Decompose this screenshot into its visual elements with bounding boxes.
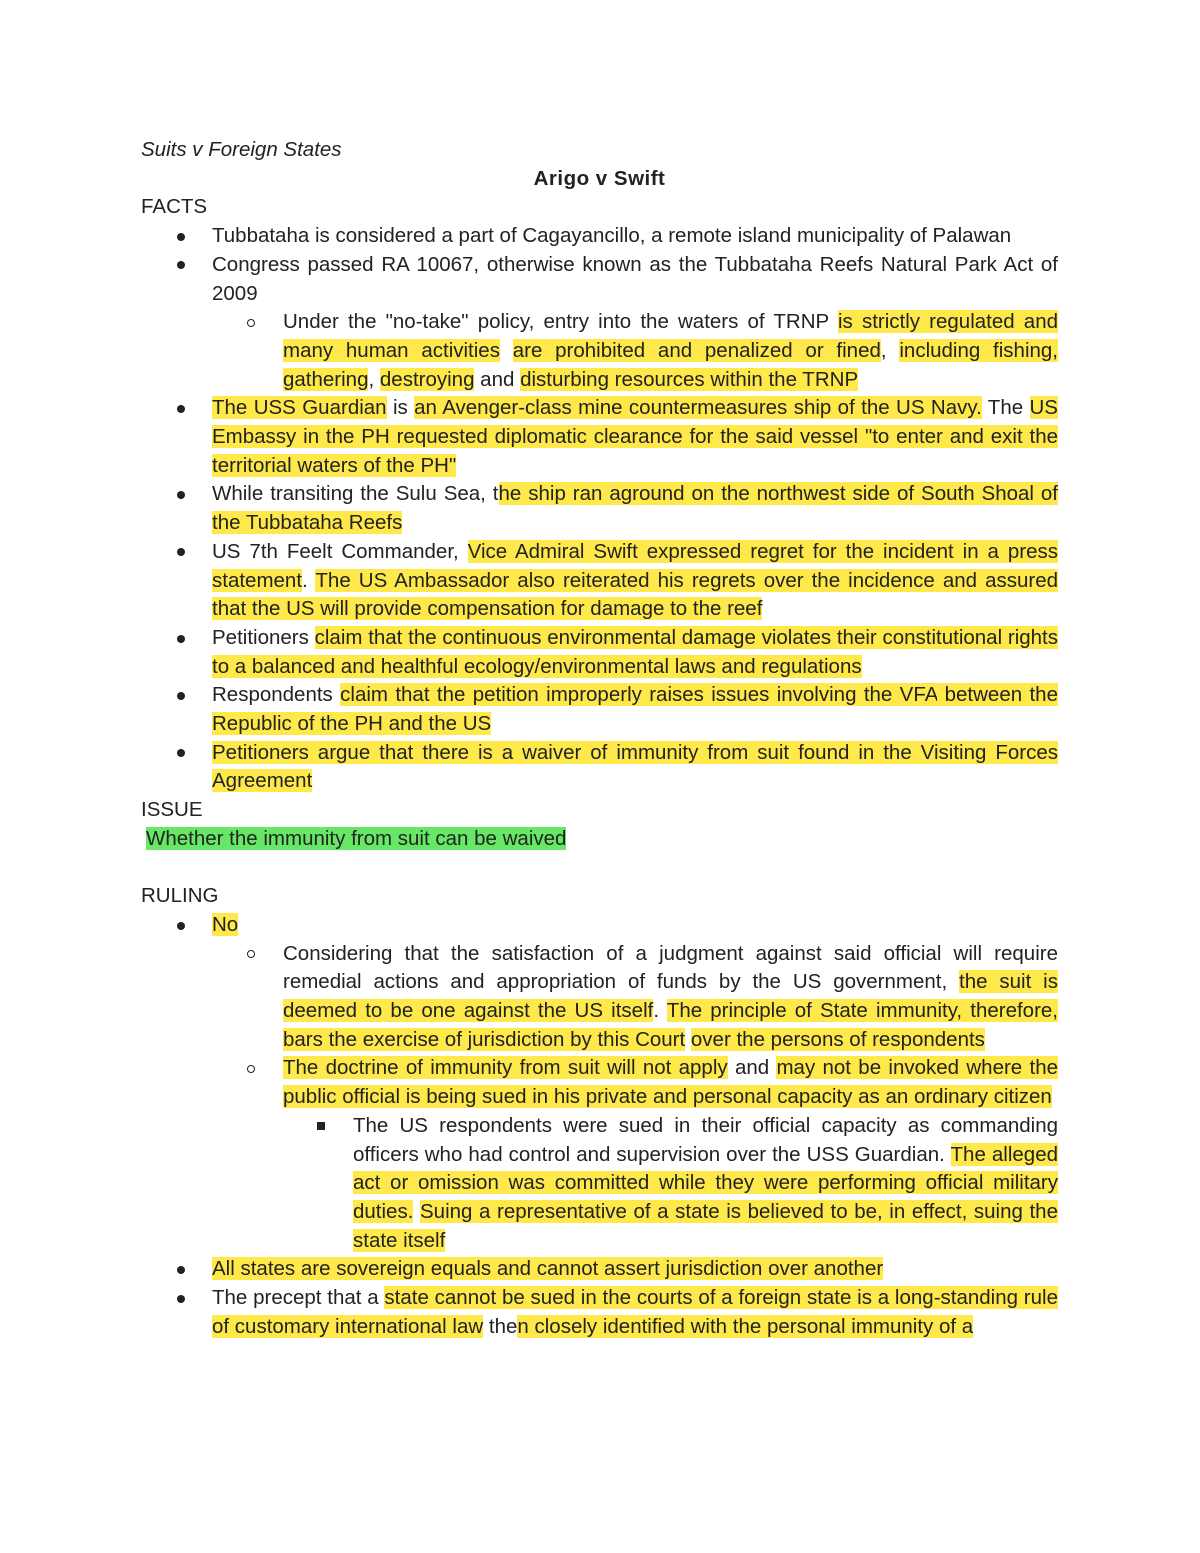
bullet-icon [317,1112,325,1141]
highlighted-text: claim that the petition improperly raises issues involving the [340,683,900,707]
highlighted-text: is strictly regulated and many human activities [283,310,1059,362]
text-segment: . [653,999,667,1023]
text-segment: and [474,367,521,391]
facts-item [141,251,1058,308]
highlighted-text: over the persons of respondents [690,1027,985,1051]
bullet-icon [177,538,185,567]
highlighted-text: The principle of State immunity, therefore, bars the exercise of jurisdiction by this Court [283,999,1059,1051]
highlighted-text: US Embassy in the PH requested diplomatic clearance for the said vessel "to enter and exit the territorial waters of the PH" [212,396,1058,477]
text-segment: US 7th Feelt Commander, [212,539,468,563]
highlighted-text: found in the Visiting Forces Agreement [212,740,1058,793]
text-segment: Respondents [212,683,341,707]
bullet-icon [177,1284,185,1313]
bullet-icon [177,911,185,940]
bullet-icon [177,222,185,251]
text-segment: . [302,568,316,592]
text-segment: Under the "no-take" policy, entry into the waters of TRNP [283,310,838,334]
highlighted-text: may not be invoked where the public official is being sued in his private and personal capacity as an ordinary citizen [283,1056,1058,1109]
facts-item [141,480,1058,537]
highlighted-text: an Avenger-class mine countermeasures ship of the US Navy. [414,396,982,420]
text-segment: is [386,396,415,420]
facts-item [141,538,1058,624]
facts-item [141,739,1058,796]
issue-heading: ISSUE [141,798,203,822]
document-page [141,136,1058,1342]
highlighted-text: Vice Admiral Swift e [467,539,659,563]
text-segment [500,339,513,362]
ruling-item [141,1255,1058,1284]
facts-item [141,222,1058,251]
text-segment: The precept that a [212,1286,385,1310]
highlighted-text: The US Ambassador also reiterated his regrets over the incidence and assured that the US will provide compensation for damage to the reef [212,568,1058,621]
highlighted-text: xpressed regret for the incident in a press statement [212,539,1059,592]
text-segment: The [981,396,1030,420]
highlighted-text: All states are sovereign equals and cannot assert jurisdiction over another [212,1257,884,1281]
ruling-heading: RULING [141,884,219,908]
issue-text [141,825,1058,854]
facts-heading: FACTS [141,195,208,219]
highlighted-text: n closely identified with the personal immunity of a [517,1314,974,1338]
highlighted-text: Petitioners argue that there is a [212,740,523,764]
ruling-list [141,911,1058,1342]
highlighted-text: No [212,912,239,936]
highlighted-text: Suing a representative of a state is believed to be, in effect, suing the state itself [353,1200,1058,1252]
ruling-item [141,1054,1058,1111]
bullet-icon [177,394,185,423]
highlighted-text: VFA [899,683,938,707]
bullet-icon [247,940,255,969]
bullet-icon [177,251,185,280]
bullet-icon [247,308,255,337]
ruling-item [141,911,1058,940]
highlighted-text: The alleged act or omission was committed while they were performing official military duties. [353,1142,1058,1223]
text-segment: , [880,338,900,362]
bullet-icon [177,739,185,768]
text-segment: the [483,1314,518,1338]
highlighted-text: including fishing, gathering [283,338,1058,391]
facts-item [141,624,1058,681]
highlighted-text: waiver of immunity from suit [522,740,790,764]
ruling-item [141,1284,1058,1341]
section-subtitle: Suits v Foreign States [141,138,342,161]
highlighted-text: are prohibited and penalized or fined [512,338,881,362]
highlighted-text: claim that the continuous environmental damage violates their constitutional rights to a balanced and healthful ecology/environmental laws and regulations [212,625,1058,678]
highlighted-text: the suit is deemed to be one against the US itself [283,970,1058,1023]
text-segment: , [368,367,380,391]
text-segment [413,1200,420,1223]
highlighted-text: The USS Guardian [212,396,387,420]
highlighted-text: destroying [379,367,475,391]
text-segment: The US respondents were sued in their official capacity as commanding officers who had control and supervision over the USS Guardian. [353,1113,1058,1166]
text-segment: Congress passed RA 10067, otherwise known as the Tubbataha Reefs Natural Park Act of 2009 [212,252,1058,305]
text-segment: Considering that the satisfaction of a judgment against said official will require remedial actions and appropriation of funds by the US government, [283,941,1058,994]
highlighted-text: state cannot be sued in the courts of a foreign state is a long-standing rule of customary international law [212,1286,1058,1338]
bullet-icon [177,624,185,653]
bullet-icon [177,480,185,509]
case-title: Arigo v Swift [533,166,666,190]
highlighted-text: he ship ran aground on the northwest side of South Shoal of the Tubbataha Reefs [212,482,1058,535]
issue-highlight: Whether the immunity from suit can be waived [146,826,567,850]
bullet-icon [177,681,185,710]
text-segment: and [727,1056,777,1080]
facts-item [141,681,1058,738]
ruling-item [141,1112,1058,1256]
text-segment: Tubbataha is considered a part of Cagayancillo, a remote island municipality of Palawan [212,224,1012,248]
ruling-item [141,940,1058,1055]
blank-line [141,854,1058,883]
highlighted-text: The doctrine of immunity from suit will not apply [283,1056,728,1080]
bullet-icon [177,1255,185,1284]
highlighted-text: disturbing resources within the TRNP [520,367,859,391]
facts-list [141,222,1058,796]
text-segment: Petitioners [212,625,315,649]
highlighted-text: between the Republic of the PH and the US [212,683,1058,736]
bullet-icon [247,1054,255,1083]
facts-item [141,394,1058,480]
text-segment: While transiting the Sulu Sea, t [212,482,499,506]
facts-item [141,308,1058,394]
